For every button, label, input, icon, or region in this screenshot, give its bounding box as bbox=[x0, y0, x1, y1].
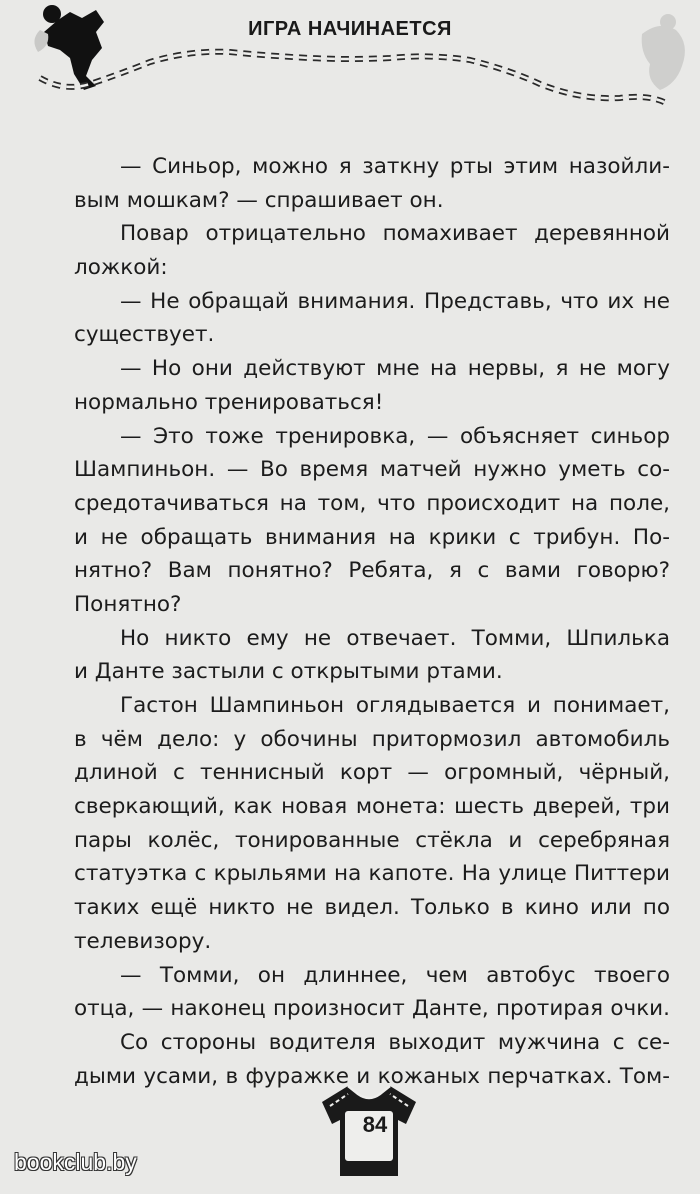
text-line: телевизору. bbox=[74, 928, 212, 954]
text-line: — Томми, он длиннее, чем автобус твоего bbox=[120, 962, 670, 988]
text-line: и Данте застыли с открытыми ртами. bbox=[74, 659, 503, 685]
text-line: средотачиваться на том, что происходит на поле, bbox=[74, 490, 670, 516]
text-line: таких ещё никто не видел. Только в кино или по bbox=[74, 895, 670, 921]
text-line: и не обращать внимания на крики с трибун. По- bbox=[74, 524, 670, 550]
chapter-title: ИГРА НАЧИНАЕТСЯ bbox=[248, 18, 452, 40]
text-line: Повар отрицательно помахивает деревянной bbox=[120, 221, 670, 247]
text-line: пары колёс, тонированные стёкла и серебряная bbox=[74, 827, 670, 853]
body-text bbox=[74, 150, 670, 1093]
text-line: статуэтка с крыльями на капоте. На улице Питтери bbox=[74, 861, 670, 887]
text-line: нятно? Вам понятно? Ребята, я с вами говорю? bbox=[74, 558, 670, 584]
text-line: Понятно? bbox=[74, 591, 182, 617]
text-line: существует. bbox=[74, 322, 215, 348]
site-watermark: bookclub.by bbox=[14, 1149, 137, 1175]
text-line: отца, — наконец произносит Данте, протирая очки. bbox=[74, 996, 670, 1022]
text-line: вым мошкам? — спрашивает он. bbox=[74, 187, 444, 213]
text-line: ложкой: bbox=[74, 255, 168, 281]
text-line: — Но они действуют мне на нервы, я не могу bbox=[120, 356, 670, 382]
text-line: дыми усами, в фуражке и кожаных перчатках. Том- bbox=[74, 1063, 670, 1089]
text-line: сверкающий, как новая монета: шесть дверей, три bbox=[74, 794, 670, 820]
text-line: Шампиньон. — Во время матчей нужно уметь со- bbox=[74, 457, 670, 483]
text-line: в чём дело: у обочины притормозил автомобиль bbox=[74, 726, 670, 752]
text-line: Но никто ему не отвечает. Томми, Шпилька bbox=[120, 625, 670, 651]
text-line: — Это тоже тренировка, — объясняет синьор bbox=[120, 423, 670, 449]
text-line: длиной с теннисный корт — огромный, чёрный, bbox=[74, 760, 670, 786]
text-line: — Синьор, можно я заткну рты этим назойли- bbox=[120, 154, 670, 179]
text-line: Со стороны водителя выходит мужчина с се- bbox=[120, 1029, 670, 1055]
page-number: 84 bbox=[362, 1112, 388, 1137]
text-line: нормально тренироваться! bbox=[74, 389, 384, 415]
text-line: Гастон Шампиньон оглядывается и понимает, bbox=[120, 693, 670, 718]
text-line: — Не обращай внимания. Представь, что их не bbox=[120, 288, 670, 314]
chain-ornament bbox=[40, 52, 668, 104]
